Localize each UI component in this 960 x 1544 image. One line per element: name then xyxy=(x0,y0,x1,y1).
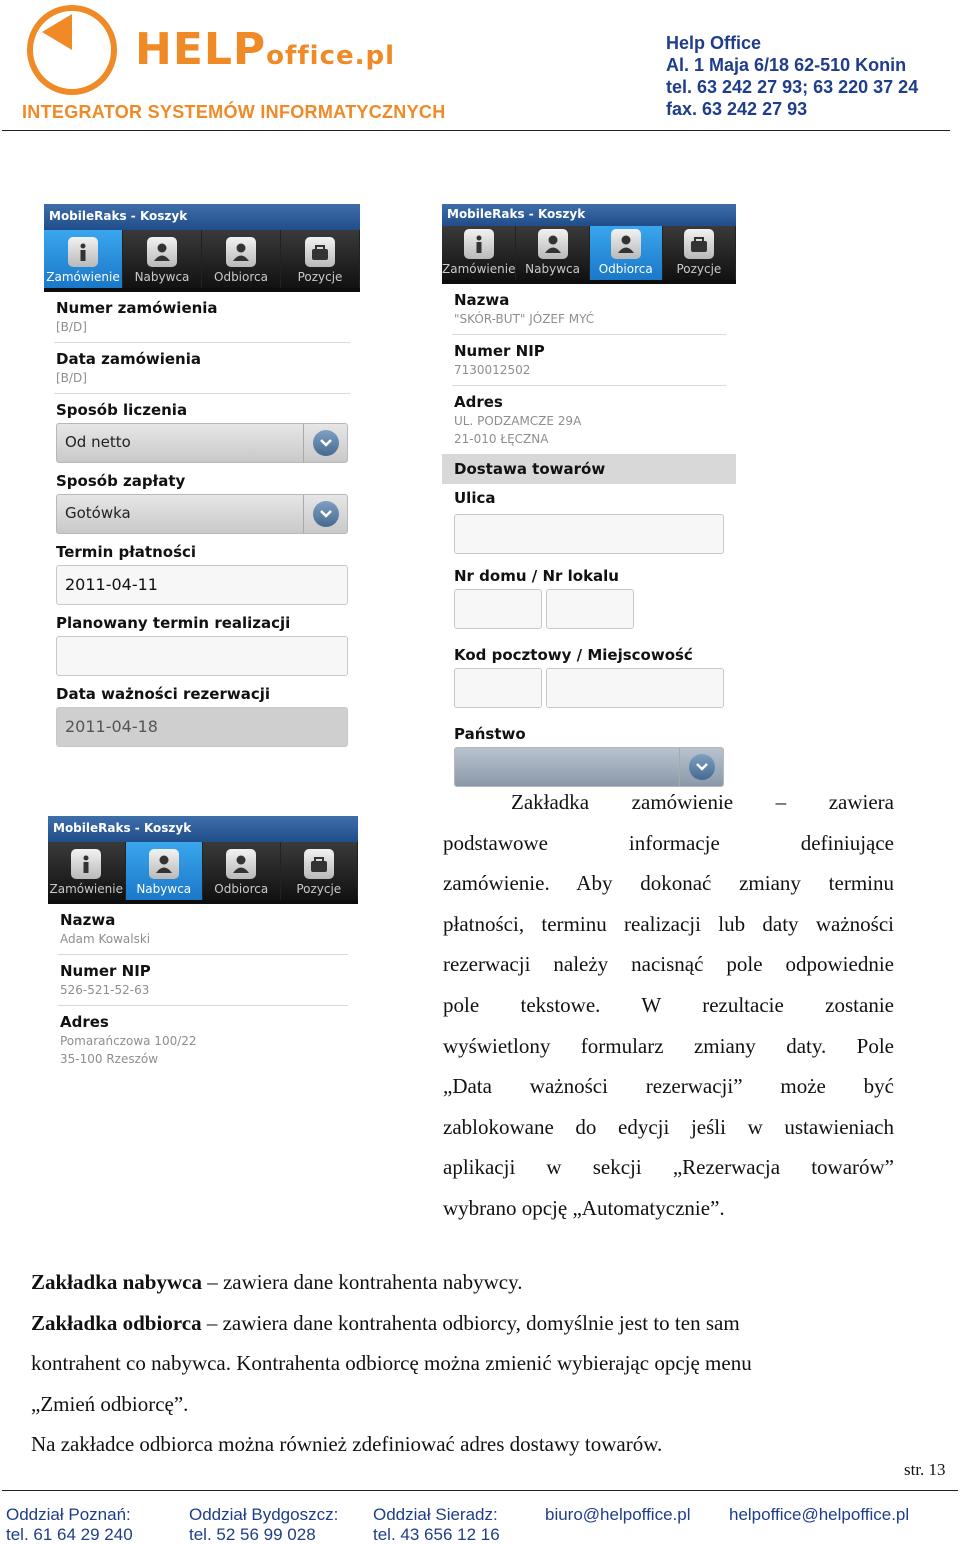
paragraph-line: wybrano opcję „Automatycznie”. xyxy=(443,1195,725,1220)
description-paragraph xyxy=(443,782,894,1229)
buyer-name-field: Nazwa Adam Kowalski xyxy=(58,904,348,955)
tab-pozycje[interactable]: Pozycje xyxy=(663,226,736,280)
paragraph-line: wyświetlony formularz zmiany daty. Pole xyxy=(443,1033,894,1058)
tab-pozycje[interactable]: Pozycje xyxy=(281,842,359,900)
person-icon xyxy=(611,229,641,259)
recipient-address-field: Adres UL. PODZAMCZE 29A 21-010 ŁĘCZNA xyxy=(454,393,582,446)
paragraph-line: rezerwacji należy nacisnąć pole odpowiednie xyxy=(443,952,894,977)
footer-sieradz: Oddział Sieradz: tel. 43 656 12 16 xyxy=(373,1505,500,1544)
planned-date-field: Planowany termin realizacji xyxy=(54,607,350,678)
paragraph-line: „Data ważności rezerwacji” może być xyxy=(443,1074,894,1099)
postal-code-input[interactable] xyxy=(454,668,542,708)
footer-divider xyxy=(2,1490,958,1491)
house-number-input[interactable] xyxy=(454,589,542,629)
odbiorca-description-cont: kontrahent co nabywca. Kontrahenta odbiorcę można zmienić wybierając opcję menu xyxy=(31,1351,752,1376)
house-number-field: Nr domu / Nr lokalu xyxy=(452,560,726,635)
postal-field: Kod pocztowy / Miejscowość xyxy=(452,635,726,714)
paragraph-line: Zakładka zamówienie – zawiera xyxy=(511,790,894,814)
tab-bar xyxy=(48,842,358,904)
tab-zamowienie[interactable]: Zamówienie xyxy=(44,230,123,288)
recipient-nip-field: Numer NIP 7130012502 xyxy=(452,335,726,386)
tab-nabywca[interactable]: Nabywca xyxy=(126,842,204,900)
paragraph-line: zamówienie. Aby dokonać zmiany terminu xyxy=(443,871,894,896)
tab-odbiorca[interactable]: Odbiorca xyxy=(590,226,663,280)
lower-text xyxy=(31,1262,911,1465)
order-date-field: Data zamówienia [B/D] xyxy=(54,343,350,394)
payment-method-field: Sposób zapłaty Gotówka xyxy=(54,465,350,536)
info-icon xyxy=(71,849,101,879)
logo-wordmark: HELPoffice.pl xyxy=(135,24,396,75)
header-divider xyxy=(2,130,950,131)
chevron-down-icon xyxy=(689,754,715,780)
person-icon xyxy=(226,237,256,267)
person-icon xyxy=(149,849,179,879)
tab-nabywca[interactable]: Nabywca xyxy=(516,226,589,280)
company-name: Help Office xyxy=(666,33,762,53)
payment-method-select[interactable]: Gotówka xyxy=(56,494,348,534)
tab-bar xyxy=(442,226,736,284)
footer-bydgoszcz: Oddział Bydgoszcz: tel. 52 56 99 028 xyxy=(189,1505,339,1544)
company-address: Al. 1 Maja 6/18 62-510 Konin xyxy=(666,55,907,75)
paragraph-line: pole tekstowe. W rezultacie zostanie xyxy=(443,992,894,1017)
calc-method-select[interactable]: Od netto xyxy=(56,423,348,463)
company-phone: tel. 63 242 27 93; 63 220 37 24 xyxy=(666,77,919,97)
paragraph-line: podstawowe informacje definiujące xyxy=(443,830,894,855)
screen-zamowienie xyxy=(44,204,360,786)
buyer-address-field: Adres Pomarańczowa 100/22 35-100 Rzeszów xyxy=(60,1013,197,1066)
country-field: Państwo xyxy=(452,714,726,793)
person-icon xyxy=(538,229,568,259)
planned-date-input[interactable] xyxy=(56,636,348,676)
bag-icon xyxy=(684,229,714,259)
tab-odbiorca[interactable]: Odbiorca xyxy=(203,842,281,900)
helpoffice-logo-icon xyxy=(22,4,122,96)
apartment-number-input[interactable] xyxy=(546,589,634,629)
tab-pozycje[interactable]: Pozycje xyxy=(281,230,360,288)
person-icon xyxy=(147,237,177,267)
country-select[interactable] xyxy=(454,747,724,787)
bag-icon xyxy=(305,237,335,267)
tab-zamowienie[interactable]: Zamówienie xyxy=(442,226,516,280)
street-input[interactable] xyxy=(454,514,724,554)
footer-email-biuro[interactable]: biuro@helpoffice.pl xyxy=(545,1505,691,1524)
street-field: Ulica xyxy=(452,484,726,560)
screen-nabywca xyxy=(48,816,358,1086)
app-title: MobileRaks - Koszyk xyxy=(48,816,358,842)
app-title: MobileRaks - Koszyk xyxy=(442,204,736,226)
delivery-section-header: Dostawa towarów xyxy=(442,454,736,484)
menu-option-text: „Zmień odbiorcę”. xyxy=(31,1391,189,1416)
chevron-down-icon xyxy=(313,501,339,527)
reservation-date-field: Data ważności rezerwacji 2011-04-18 xyxy=(54,678,350,753)
paragraph-line: aplikacji w sekcji „Rezerwacja towarów” xyxy=(443,1155,894,1180)
tab-odbiorca[interactable]: Odbiorca xyxy=(202,230,281,288)
page-number: str. 13 xyxy=(904,1460,946,1479)
tagline: INTEGRATOR SYSTEMÓW INFORMATYCZNYCH xyxy=(22,102,446,122)
footer-email-helpoffice[interactable]: helpoffice@helpoffice.pl xyxy=(729,1505,910,1524)
city-input[interactable] xyxy=(546,668,724,708)
info-icon xyxy=(68,237,98,267)
nabywca-description: Zakładka nabywca – zawiera dane kontrahenta nabywcy. xyxy=(31,1270,523,1294)
screen-odbiorca xyxy=(442,204,736,779)
tab-nabywca[interactable]: Nabywca xyxy=(123,230,202,288)
tab-zamowienie[interactable]: Zamówienie xyxy=(48,842,126,900)
recipient-name-field: Nazwa "SKÓR-BUT" JÓZEF MYĆ xyxy=(452,284,726,335)
company-fax: fax. 63 242 27 93 xyxy=(666,99,808,119)
bag-icon xyxy=(304,849,334,879)
odbiorca-description: Zakładka odbiorca – zawiera dane kontrahenta odbiorcy, domyślnie jest to ten sam xyxy=(31,1310,740,1335)
paragraph-line: zablokowane do edycji jeśli w ustawieniach xyxy=(443,1114,894,1139)
person-icon xyxy=(226,849,256,879)
tab-bar xyxy=(44,230,360,292)
chevron-down-icon xyxy=(313,430,339,456)
order-number-field: Numer zamówienia [B/D] xyxy=(54,292,350,343)
footer-poznan: Oddział Poznań: tel. 61 64 29 240 xyxy=(6,1505,133,1544)
buyer-nip-field: Numer NIP 526-521-52-63 xyxy=(58,955,348,1006)
info-icon xyxy=(464,229,494,259)
company-info xyxy=(666,32,918,120)
payment-term-input[interactable]: 2011-04-11 xyxy=(56,565,348,605)
payment-term-field: Termin płatności 2011-04-11 xyxy=(54,536,350,607)
paragraph-line: płatności, terminu realizacji lub daty ważności xyxy=(443,911,894,936)
calc-method-field: Sposób liczenia Od netto xyxy=(54,394,350,465)
reservation-date-input: 2011-04-18 xyxy=(56,707,348,747)
app-title: MobileRaks - Koszyk xyxy=(44,204,360,230)
delivery-address-text: Na zakładce odbiorca można również zdefiniować adres dostawy towarów. xyxy=(31,1432,663,1457)
